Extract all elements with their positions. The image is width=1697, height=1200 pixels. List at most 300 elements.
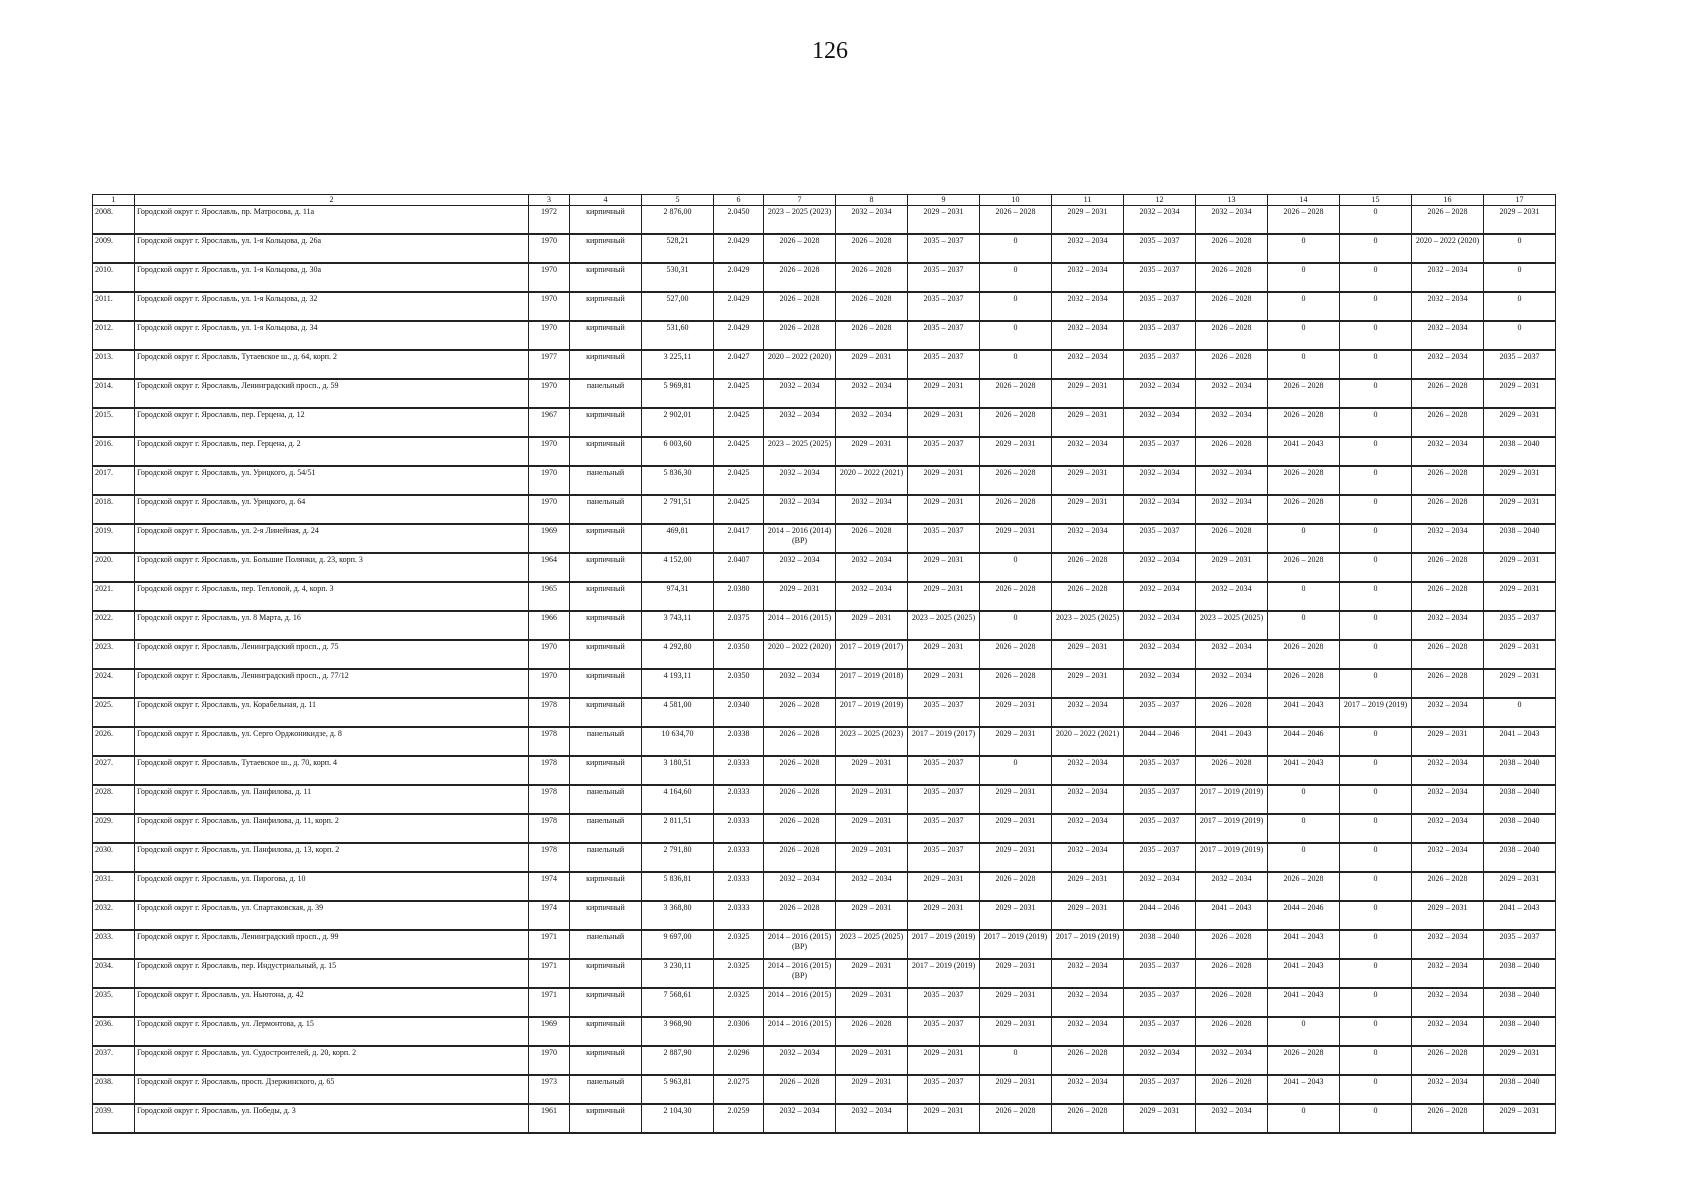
table-cell: 2035 – 2037 [908, 698, 980, 727]
table-cell: 2035 – 2037 [1484, 350, 1556, 379]
table-cell: 3 180,51 [642, 756, 714, 785]
table-cell: 0 [1340, 1075, 1412, 1104]
table-cell: 1965 [529, 582, 570, 611]
table-cell: 0 [1340, 524, 1412, 553]
table-cell: 2041 – 2043 [1196, 901, 1268, 930]
table-cell: 2.0275 [714, 1075, 764, 1104]
table-cell: 1978 [529, 843, 570, 872]
table-cell: 2029 – 2031 [1196, 553, 1268, 582]
table-cell: 1961 [529, 1104, 570, 1133]
table-cell: 4 193,11 [642, 669, 714, 698]
table-row [93, 901, 1556, 930]
table-cell: 2026 – 2028 [1412, 495, 1484, 524]
table-cell: 1969 [529, 1017, 570, 1046]
table-cell: 0 [1340, 495, 1412, 524]
table-cell: 2026 – 2028 [764, 756, 836, 785]
table-row [93, 669, 1556, 698]
address-cell: Городской округ г. Ярославль, ул. Панфилова, д. 11, корп. 2 [135, 814, 529, 843]
row-number-cell: 2014. [93, 379, 135, 408]
table-cell: 2035 – 2037 [1124, 292, 1196, 321]
table-cell: 2014 – 2016 (2015) (ВР) [764, 930, 836, 959]
table-cell: 2035 – 2037 [908, 437, 980, 466]
table-cell: 0 [980, 1046, 1052, 1075]
table-cell: 2032 – 2034 [1412, 263, 1484, 292]
table-cell: 2017 – 2019 (2019) [980, 930, 1052, 959]
table-cell: 1969 [529, 524, 570, 553]
table-cell: 0 [980, 611, 1052, 640]
table-cell: 2029 – 2031 [1484, 1104, 1556, 1133]
address-cell: Городской округ г. Ярославль, ул. Урицкого, д. 54/51 [135, 466, 529, 495]
table-cell: 2014 – 2016 (2015) (ВР) [764, 959, 836, 988]
table-cell: 2029 – 2031 [1412, 727, 1484, 756]
table-cell: 528,21 [642, 234, 714, 263]
table-cell: 2035 – 2037 [908, 350, 980, 379]
table-cell: 2032 – 2034 [1124, 495, 1196, 524]
table-cell: 2026 – 2028 [1412, 379, 1484, 408]
address-cell: Городской округ г. Ярославль, пр. Матросова, д. 11а [135, 206, 529, 235]
table-cell: 0 [1340, 379, 1412, 408]
table-cell: 2035 – 2037 [908, 292, 980, 321]
table-cell: 0 [1484, 321, 1556, 350]
table-cell: 2029 – 2031 [980, 843, 1052, 872]
table-cell: 2029 – 2031 [836, 814, 908, 843]
address-cell: Городской округ г. Ярославль, Тутаевское ш., д. 64, корп. 2 [135, 350, 529, 379]
table-cell: 2029 – 2031 [836, 1075, 908, 1104]
table-cell: 1964 [529, 553, 570, 582]
table-cell: 2026 – 2028 [1196, 1075, 1268, 1104]
table-cell: 2032 – 2034 [1124, 669, 1196, 698]
row-number-cell: 2036. [93, 1017, 135, 1046]
table-cell: 2032 – 2034 [1124, 206, 1196, 235]
table-cell: 2026 – 2028 [1268, 553, 1340, 582]
table-cell: 0 [980, 263, 1052, 292]
table-cell: 2035 – 2037 [908, 814, 980, 843]
table-row [93, 872, 1556, 901]
table-cell: 4 152,00 [642, 553, 714, 582]
table-cell: 2032 – 2034 [1412, 698, 1484, 727]
table-cell: 2026 – 2028 [836, 292, 908, 321]
table-cell: кирпичный [570, 669, 642, 698]
table-cell: 2026 – 2028 [1196, 524, 1268, 553]
column-header-17: 17 [1484, 195, 1556, 206]
table-cell: 2029 – 2031 [1124, 1104, 1196, 1133]
table-cell: 2032 – 2034 [1052, 1017, 1124, 1046]
row-number-cell: 2027. [93, 756, 135, 785]
table-cell: 2 791,51 [642, 495, 714, 524]
table-cell: 0 [1340, 785, 1412, 814]
table-cell: 2038 – 2040 [1484, 1017, 1556, 1046]
table-cell: 2032 – 2034 [1412, 321, 1484, 350]
table-cell: 2029 – 2031 [1052, 901, 1124, 930]
address-cell: Городской округ г. Ярославль, ул. Спартаковская, д. 39 [135, 901, 529, 930]
table-cell: кирпичный [570, 437, 642, 466]
table-cell: 2 902,01 [642, 408, 714, 437]
address-cell: Городской округ г. Ярославль, ул. 8 Марта, д. 16 [135, 611, 529, 640]
table-cell: 2029 – 2031 [908, 206, 980, 235]
table-cell: 2026 – 2028 [1196, 350, 1268, 379]
table-cell: 2032 – 2034 [764, 379, 836, 408]
table-cell: 2035 – 2037 [908, 756, 980, 785]
row-number-cell: 2011. [93, 292, 135, 321]
address-cell: Городской округ г. Ярославль, ул. Судостроителей, д. 20, корп. 2 [135, 1046, 529, 1075]
table-cell: 2026 – 2028 [836, 321, 908, 350]
table-cell: 2032 – 2034 [1412, 437, 1484, 466]
table-cell: 2026 – 2028 [764, 321, 836, 350]
table-cell: 2032 – 2034 [836, 553, 908, 582]
table-cell: 2032 – 2034 [764, 872, 836, 901]
table-cell: 1974 [529, 872, 570, 901]
table-cell: кирпичный [570, 872, 642, 901]
table-cell: панельный [570, 466, 642, 495]
row-number-cell: 2021. [93, 582, 135, 611]
table-cell: 0 [1484, 263, 1556, 292]
table-cell: 0 [1340, 843, 1412, 872]
table-cell: 2029 – 2031 [764, 582, 836, 611]
table-row [93, 437, 1556, 466]
table-cell: 2032 – 2034 [836, 872, 908, 901]
table-cell: 2038 – 2040 [1484, 1075, 1556, 1104]
table-cell: 2029 – 2031 [1052, 872, 1124, 901]
table-cell: 2032 – 2034 [764, 466, 836, 495]
table-cell: 2029 – 2031 [980, 524, 1052, 553]
table-cell: 2.0380 [714, 582, 764, 611]
table-row [93, 756, 1556, 785]
table-cell: кирпичный [570, 901, 642, 930]
table-cell: 1970 [529, 263, 570, 292]
table-cell: 2017 – 2019 (2019) [908, 930, 980, 959]
table-cell: 2029 – 2031 [1484, 582, 1556, 611]
table-cell: 2032 – 2034 [1412, 292, 1484, 321]
table-cell: 2017 – 2019 (2017) [836, 640, 908, 669]
table-cell: 2029 – 2031 [1484, 466, 1556, 495]
table-cell: 2023 – 2025 (2023) [836, 727, 908, 756]
table-cell: 2029 – 2031 [980, 1017, 1052, 1046]
table-cell: 2017 – 2019 (2019) [836, 698, 908, 727]
table-cell: кирпичный [570, 611, 642, 640]
table-cell: 2029 – 2031 [980, 901, 1052, 930]
table-cell: 2038 – 2040 [1484, 524, 1556, 553]
table-cell: 0 [1340, 959, 1412, 988]
table-cell: 2032 – 2034 [1124, 872, 1196, 901]
table-cell: 2029 – 2031 [1052, 408, 1124, 437]
housing-register-table [92, 194, 1556, 1134]
table-cell: 2026 – 2028 [1412, 582, 1484, 611]
table-cell: 2.0417 [714, 524, 764, 553]
table-cell: 0 [1340, 756, 1412, 785]
table-cell: 0 [1268, 814, 1340, 843]
table-cell: 0 [1268, 611, 1340, 640]
table-cell: 2029 – 2031 [1484, 206, 1556, 235]
column-header-1: 1 [93, 195, 135, 206]
column-header-12: 12 [1124, 195, 1196, 206]
table-cell: 2026 – 2028 [980, 379, 1052, 408]
table-cell: 0 [1340, 553, 1412, 582]
table-cell: 2026 – 2028 [1196, 234, 1268, 263]
table-cell: 2029 – 2031 [1484, 379, 1556, 408]
table-cell: 0 [1340, 611, 1412, 640]
table-cell: 0 [1268, 321, 1340, 350]
table-cell: 1974 [529, 901, 570, 930]
table-row [93, 321, 1556, 350]
table-cell: 0 [1340, 263, 1412, 292]
table-cell: 2029 – 2031 [836, 1046, 908, 1075]
table-cell: 2014 – 2016 (2015) [764, 1017, 836, 1046]
table-cell: 2026 – 2028 [1196, 698, 1268, 727]
table-cell: панельный [570, 495, 642, 524]
table-row [93, 1046, 1556, 1075]
table-cell: 2032 – 2034 [764, 669, 836, 698]
table-cell: 2023 – 2025 (2023) [764, 206, 836, 235]
table-cell: 2026 – 2028 [1412, 553, 1484, 582]
table-cell: 2026 – 2028 [764, 1075, 836, 1104]
table-cell: 6 003,60 [642, 437, 714, 466]
table-cell: 2029 – 2031 [980, 1075, 1052, 1104]
table-cell: 2041 – 2043 [1268, 1075, 1340, 1104]
table-cell: 1970 [529, 437, 570, 466]
page-number: 126 [812, 38, 848, 64]
table-row [93, 988, 1556, 1017]
table-cell: 2032 – 2034 [1052, 350, 1124, 379]
table-cell: 2026 – 2028 [764, 263, 836, 292]
table-cell: 2035 – 2037 [1124, 756, 1196, 785]
table-cell: 1970 [529, 234, 570, 263]
row-number-cell: 2029. [93, 814, 135, 843]
table-cell: 2038 – 2040 [1484, 437, 1556, 466]
table-cell: 2026 – 2028 [980, 640, 1052, 669]
table-cell: 2026 – 2028 [1268, 495, 1340, 524]
table-cell: 3 225,11 [642, 350, 714, 379]
row-number-cell: 2015. [93, 408, 135, 437]
table-cell: 2032 – 2034 [1052, 988, 1124, 1017]
table-cell: 2026 – 2028 [1268, 379, 1340, 408]
table-cell: 2035 – 2037 [908, 1075, 980, 1104]
table-cell: 2032 – 2034 [836, 1104, 908, 1133]
row-number-cell: 2019. [93, 524, 135, 553]
table-cell: панельный [570, 843, 642, 872]
column-number-row [93, 195, 1556, 206]
address-cell: Городской округ г. Ярославль, Ленинградский просп., д. 75 [135, 640, 529, 669]
table-cell: 2032 – 2034 [1052, 524, 1124, 553]
address-cell: Городской округ г. Ярославль, пер. Герцена, д. 2 [135, 437, 529, 466]
table-cell: 2029 – 2031 [908, 640, 980, 669]
table-cell: 2 876,00 [642, 206, 714, 235]
table-cell: 2032 – 2034 [1124, 582, 1196, 611]
row-number-cell: 2013. [93, 350, 135, 379]
row-number-cell: 2023. [93, 640, 135, 669]
row-number-cell: 2037. [93, 1046, 135, 1075]
table-cell: 2.0407 [714, 553, 764, 582]
table-cell: панельный [570, 814, 642, 843]
table-cell: 2029 – 2031 [1052, 669, 1124, 698]
table-cell: 2026 – 2028 [1052, 1104, 1124, 1133]
table-cell: 2026 – 2028 [1196, 263, 1268, 292]
table-cell: 2032 – 2034 [1052, 785, 1124, 814]
table-cell: 2023 – 2025 (2025) [764, 437, 836, 466]
table-cell: 2023 – 2025 (2025) [1196, 611, 1268, 640]
address-cell: Городской округ г. Ярославль, ул. Серго Орджоникидзе, д. 8 [135, 727, 529, 756]
table-cell: 2041 – 2043 [1268, 930, 1340, 959]
table-row [93, 292, 1556, 321]
table-row [93, 959, 1556, 988]
row-number-cell: 2031. [93, 872, 135, 901]
table-cell: 2032 – 2034 [1412, 785, 1484, 814]
table-cell: 2023 – 2025 (2025) [836, 930, 908, 959]
table-cell: 2026 – 2028 [980, 582, 1052, 611]
table-cell: 2038 – 2040 [1124, 930, 1196, 959]
table-cell: 1970 [529, 466, 570, 495]
row-number-cell: 2025. [93, 698, 135, 727]
table-cell: 2029 – 2031 [1484, 408, 1556, 437]
table-cell: 0 [1340, 582, 1412, 611]
column-header-7: 7 [764, 195, 836, 206]
row-number-cell: 2034. [93, 959, 135, 988]
table-cell: 1966 [529, 611, 570, 640]
table-cell: 2032 – 2034 [1052, 698, 1124, 727]
table-cell: 2026 – 2028 [1412, 669, 1484, 698]
table-cell: 2026 – 2028 [980, 872, 1052, 901]
table-cell: 2032 – 2034 [1052, 959, 1124, 988]
row-number-cell: 2008. [93, 206, 135, 235]
table-cell: 2020 – 2022 (2020) [764, 350, 836, 379]
address-cell: Городской округ г. Ярославль, ул. 1-я Кольцова, д. 30а [135, 263, 529, 292]
table-cell: 2035 – 2037 [908, 988, 980, 1017]
table-cell: кирпичный [570, 1046, 642, 1075]
table-cell: кирпичный [570, 408, 642, 437]
table-cell: 2017 – 2019 (2019) [1196, 785, 1268, 814]
table-cell: 2026 – 2028 [980, 1104, 1052, 1133]
table-row [93, 785, 1556, 814]
table-cell: 2035 – 2037 [1124, 843, 1196, 872]
row-number-cell: 2017. [93, 466, 135, 495]
table-cell: 1970 [529, 495, 570, 524]
table-row [93, 843, 1556, 872]
table-cell: 2032 – 2034 [1052, 263, 1124, 292]
table-cell: 2041 – 2043 [1196, 727, 1268, 756]
table-cell: 2.0350 [714, 669, 764, 698]
table-row [93, 379, 1556, 408]
table-row [93, 466, 1556, 495]
table-cell: 974,31 [642, 582, 714, 611]
table-cell: 2032 – 2034 [1052, 437, 1124, 466]
table-cell: 2029 – 2031 [836, 959, 908, 988]
table-cell: 2032 – 2034 [1124, 611, 1196, 640]
table-cell: 2035 – 2037 [1124, 785, 1196, 814]
table-cell: 2026 – 2028 [1412, 1046, 1484, 1075]
table-cell: 0 [1340, 727, 1412, 756]
table-cell: 0 [1268, 1017, 1340, 1046]
table-cell: 3 230,11 [642, 959, 714, 988]
column-header-13: 13 [1196, 195, 1268, 206]
table-cell: 2026 – 2028 [1268, 872, 1340, 901]
table-cell: 2026 – 2028 [1268, 640, 1340, 669]
table-cell: 2032 – 2034 [1052, 843, 1124, 872]
table-cell: 2029 – 2031 [980, 959, 1052, 988]
table-cell: 2023 – 2025 (2025) [1052, 611, 1124, 640]
table-cell: 2032 – 2034 [1196, 582, 1268, 611]
table-cell: 2041 – 2043 [1268, 988, 1340, 1017]
table-cell: 10 634,70 [642, 727, 714, 756]
table-cell: 2041 – 2043 [1484, 727, 1556, 756]
table-cell: 2032 – 2034 [764, 1046, 836, 1075]
address-cell: Городской округ г. Ярославль, ул. 1-я Кольцова, д. 26а [135, 234, 529, 263]
table-cell: 2029 – 2031 [908, 466, 980, 495]
row-number-cell: 2032. [93, 901, 135, 930]
table-cell: 0 [1340, 292, 1412, 321]
table-cell: 2029 – 2031 [980, 437, 1052, 466]
table-cell: 0 [1268, 582, 1340, 611]
table-cell: 2035 – 2037 [1124, 234, 1196, 263]
table-cell: 2026 – 2028 [1412, 408, 1484, 437]
table-cell: 0 [1268, 843, 1340, 872]
table-cell: 2035 – 2037 [1124, 959, 1196, 988]
table-cell: 2032 – 2034 [1412, 1075, 1484, 1104]
table-row [93, 930, 1556, 959]
table-cell: 2026 – 2028 [1412, 640, 1484, 669]
table-row [93, 1104, 1556, 1133]
table-cell: 1970 [529, 640, 570, 669]
table-cell: 2.0427 [714, 350, 764, 379]
table-cell: кирпичный [570, 234, 642, 263]
table-row [93, 611, 1556, 640]
table-row [93, 1017, 1556, 1046]
table-cell: 2032 – 2034 [1412, 1017, 1484, 1046]
table-cell: 2026 – 2028 [764, 814, 836, 843]
table-row [93, 582, 1556, 611]
table-cell: кирпичный [570, 524, 642, 553]
address-cell: Городской округ г. Ярославль, ул. 1-я Кольцова, д. 34 [135, 321, 529, 350]
table-cell: 2032 – 2034 [1412, 959, 1484, 988]
table-cell: 2.0333 [714, 814, 764, 843]
table-cell: 2032 – 2034 [1052, 234, 1124, 263]
column-header-4: 4 [570, 195, 642, 206]
table-row [93, 727, 1556, 756]
table-cell: 2026 – 2028 [980, 466, 1052, 495]
table-cell: 2032 – 2034 [1196, 206, 1268, 235]
table-cell: 2.0333 [714, 843, 764, 872]
table-cell: 2032 – 2034 [764, 1104, 836, 1133]
table-cell: 2044 – 2046 [1268, 727, 1340, 756]
table-cell: 2038 – 2040 [1484, 785, 1556, 814]
table-cell: 2026 – 2028 [1052, 582, 1124, 611]
table-cell: 4 292,80 [642, 640, 714, 669]
address-cell: Городской округ г. Ярославль, ул. Панфилова, д. 11 [135, 785, 529, 814]
table-row [93, 553, 1556, 582]
table-cell: 2035 – 2037 [908, 785, 980, 814]
table-cell: 2032 – 2034 [1124, 466, 1196, 495]
table-cell: 2032 – 2034 [764, 408, 836, 437]
table-cell: 2017 – 2019 (2018) [836, 669, 908, 698]
table-cell: 2026 – 2028 [980, 408, 1052, 437]
table-cell: 0 [1340, 872, 1412, 901]
table-cell: 0 [1268, 1104, 1340, 1133]
table-cell: 2.0425 [714, 495, 764, 524]
table-cell: 2020 – 2022 (2021) [1052, 727, 1124, 756]
table-cell: 2032 – 2034 [1052, 1075, 1124, 1104]
table-cell: 2038 – 2040 [1484, 959, 1556, 988]
table-cell: 2032 – 2034 [1196, 495, 1268, 524]
address-cell: Городской округ г. Ярославль, Тутаевское ш., д. 70, корп. 4 [135, 756, 529, 785]
table-row [93, 814, 1556, 843]
table-cell: 2032 – 2034 [1124, 640, 1196, 669]
table-cell: 1973 [529, 1075, 570, 1104]
table-cell: 2035 – 2037 [1124, 263, 1196, 292]
table-cell: 2029 – 2031 [1484, 872, 1556, 901]
table-cell: 2026 – 2028 [1196, 930, 1268, 959]
table-cell: 2.0333 [714, 756, 764, 785]
table-cell: 2029 – 2031 [980, 814, 1052, 843]
table-cell: кирпичный [570, 292, 642, 321]
table-cell: 2035 – 2037 [1124, 524, 1196, 553]
